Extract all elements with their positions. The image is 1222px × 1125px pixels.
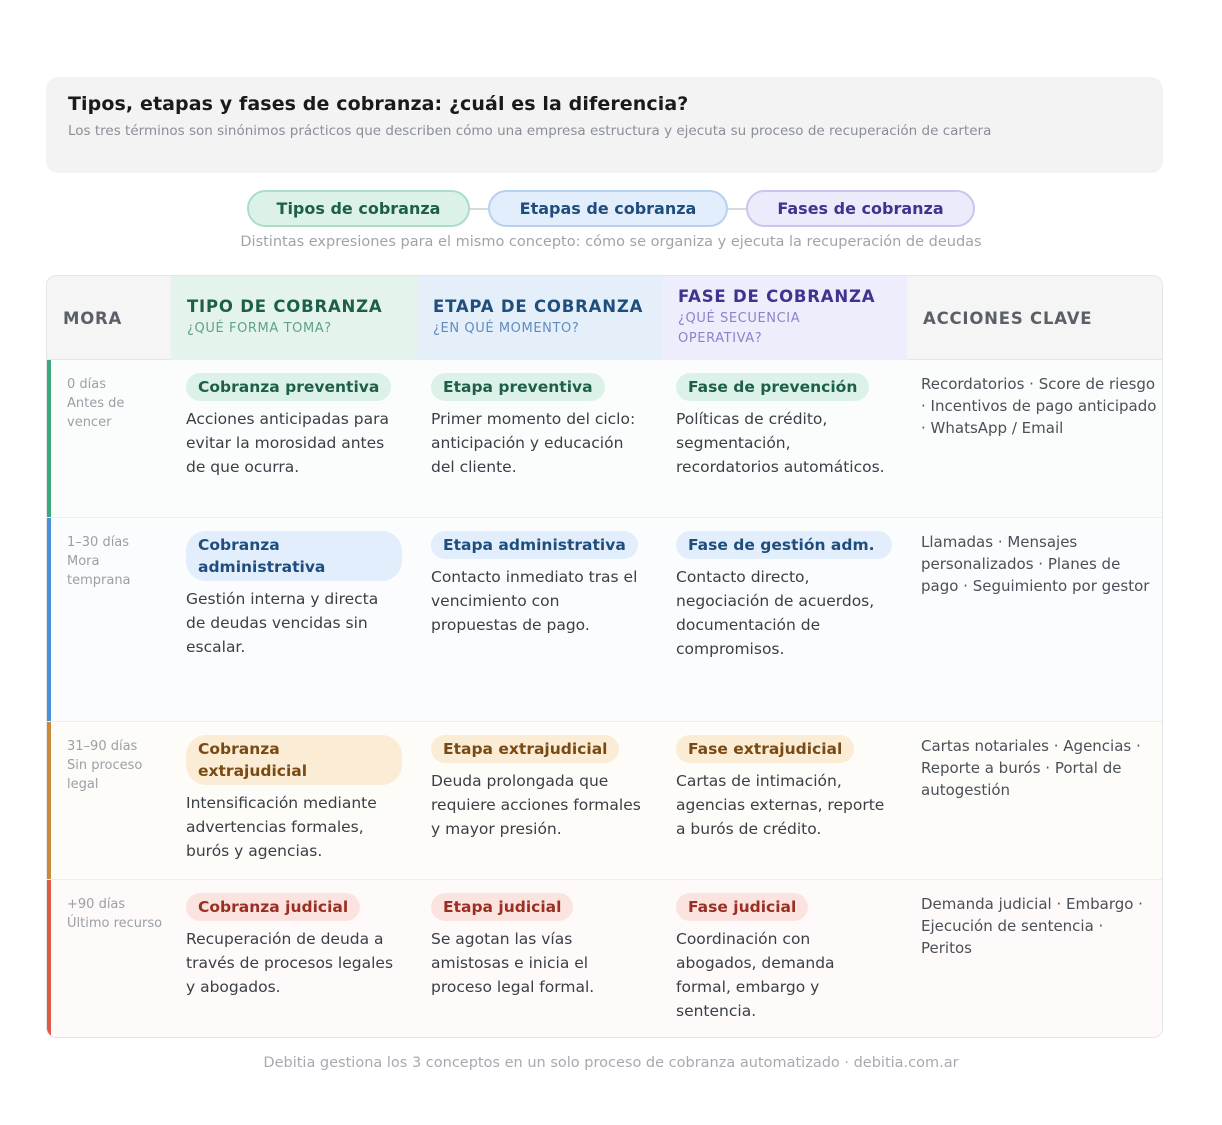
header-acciones-label: ACCIONES CLAVE — [923, 308, 1093, 328]
etapa-desc: Contacto inmediato tras el vencimiento con propuestas de pago. — [431, 568, 638, 634]
mora-label: Mora temprana — [67, 554, 131, 588]
etapa-badge: Etapa administrativa — [431, 531, 638, 559]
mora-days: +90 días — [67, 897, 126, 912]
etapa-cell — [431, 893, 647, 999]
pill-connector — [470, 208, 488, 210]
etapa-desc: Se agotan las vías amistosas e inicia el proceso legal formal. — [431, 930, 595, 996]
footer-note: Debitia gestiona los 3 conceptos en un solo proceso de cobranza automatizado · debitia.com.ar — [263, 1055, 959, 1071]
tipo-cell — [186, 735, 402, 863]
mora-label: Último recurso — [67, 916, 163, 931]
header-mora-label: MORA — [63, 308, 123, 328]
header-card — [46, 77, 1163, 173]
fase-desc: Políticas de crédito, segmentación, recordatorios automáticos. — [676, 410, 885, 476]
pill-etapas: Etapas de cobranza — [488, 190, 728, 227]
header-fase-sub: ¿QUÉ SECUENCIA OPERATIVA? — [678, 311, 801, 346]
fase-cell — [676, 893, 892, 1023]
pill-connector — [728, 208, 746, 210]
header-fase — [662, 276, 907, 360]
fase-badge: Fase extrajudicial — [676, 735, 854, 763]
header-etapa-sub: ¿EN QUÉ MOMENTO? — [433, 321, 580, 336]
mora-days: 1–30 días — [67, 535, 130, 550]
table-row — [47, 360, 1162, 518]
etapa-cell — [431, 373, 647, 479]
etapa-cell — [431, 735, 647, 841]
tipo-desc: Gestión interna y directa de deudas vencidas sin escalar. — [186, 590, 379, 656]
acciones-cell: Recordatorios · Score de riesgo · Incentivos de pago anticipado · WhatsApp / Email — [921, 375, 1157, 437]
pill-fases: Fases de cobranza — [746, 190, 975, 227]
etapa-cell — [431, 531, 647, 637]
row-color-bar — [47, 880, 51, 1038]
row-color-bar — [47, 518, 51, 721]
header-etapa — [417, 276, 662, 360]
fase-desc: Cartas de intimación, agencias externas, reporte a burós de crédito. — [676, 772, 885, 838]
mora-label: Antes de vencer — [67, 396, 125, 430]
fase-badge: Fase judicial — [676, 893, 808, 921]
tipo-desc: Intensificación mediante advertencias formales, burós y agencias. — [186, 794, 377, 860]
header-etapa-label: ETAPA DE COBRANZA — [433, 297, 644, 316]
concept-pills — [0, 190, 1222, 227]
mora-cell — [67, 375, 167, 432]
etapa-badge: Etapa extrajudicial — [431, 735, 619, 763]
tipo-cell — [186, 373, 402, 479]
row-color-bar — [47, 722, 51, 879]
fase-cell — [676, 735, 892, 841]
row-color-bar — [47, 360, 51, 517]
page-title: Tipos, etapas y fases de cobranza: ¿cuál es la diferencia? — [68, 93, 689, 115]
etapa-desc: Primer momento del ciclo: anticipación y educación del cliente. — [431, 410, 636, 476]
mora-label: Sin proceso legal — [67, 758, 143, 792]
tipo-badge: Cobranza administrativa — [186, 531, 402, 581]
tipo-cell — [186, 893, 402, 999]
concept-caption: Distintas expresiones para el mismo concepto: cómo se organiza y ejecuta la recuperación de deudas — [240, 234, 982, 250]
tipo-badge: Cobranza judicial — [186, 893, 360, 921]
header-fase-label: FASE DE COBRANZA — [678, 287, 876, 306]
tipo-desc: Recuperación de deuda a través de procesos legales y abogados. — [186, 930, 394, 996]
comparison-table — [46, 275, 1163, 1038]
mora-days: 0 días — [67, 377, 107, 392]
tipo-badge: Cobranza preventiva — [186, 373, 391, 401]
mora-days: 31–90 días — [67, 739, 138, 754]
acciones-cell: Llamadas · Mensajes personalizados · Planes de pago · Seguimiento por gestor — [921, 533, 1150, 595]
tipo-desc: Acciones anticipadas para evitar la morosidad antes de que ocurra. — [186, 410, 389, 476]
fase-cell — [676, 531, 892, 661]
etapa-badge: Etapa judicial — [431, 893, 573, 921]
mora-cell — [67, 533, 167, 590]
table-row — [47, 880, 1162, 1038]
mora-cell — [67, 895, 167, 933]
acciones-cell: Cartas notariales · Agencias · Reporte a burós · Portal de autogestión — [921, 737, 1141, 799]
header-acciones — [907, 276, 1163, 360]
tipo-cell — [186, 531, 402, 659]
fase-badge: Fase de gestión adm. — [676, 531, 892, 559]
mora-cell — [67, 737, 167, 794]
header-tipo-sub: ¿QUÉ FORMA TOMA? — [187, 321, 332, 336]
tipo-badge: Cobranza extrajudicial — [186, 735, 402, 785]
header-tipo — [171, 276, 417, 360]
pill-tipos: Tipos de cobranza — [247, 190, 470, 227]
table-row — [47, 518, 1162, 722]
header-tipo-label: TIPO DE COBRANZA — [187, 297, 383, 316]
header-mora — [47, 276, 171, 360]
table-header — [47, 276, 1162, 360]
fase-desc: Coordinación con abogados, demanda formal, embargo y sentencia. — [676, 930, 835, 1020]
fase-desc: Contacto directo, negociación de acuerdos, documentación de compromisos. — [676, 568, 875, 658]
page-subtitle: Los tres términos son sinónimos prácticos que describen cómo una empresa estructura y ejecuta su proceso de recuperación de cartera — [68, 123, 992, 139]
etapa-badge: Etapa preventiva — [431, 373, 605, 401]
etapa-desc: Deuda prolongada que requiere acciones formales y mayor presión. — [431, 772, 641, 838]
fase-badge: Fase de prevención — [676, 373, 869, 401]
acciones-cell: Demanda judicial · Embargo · Ejecución de sentencia · Peritos — [921, 895, 1143, 957]
fase-cell — [676, 373, 892, 479]
table-row — [47, 722, 1162, 880]
